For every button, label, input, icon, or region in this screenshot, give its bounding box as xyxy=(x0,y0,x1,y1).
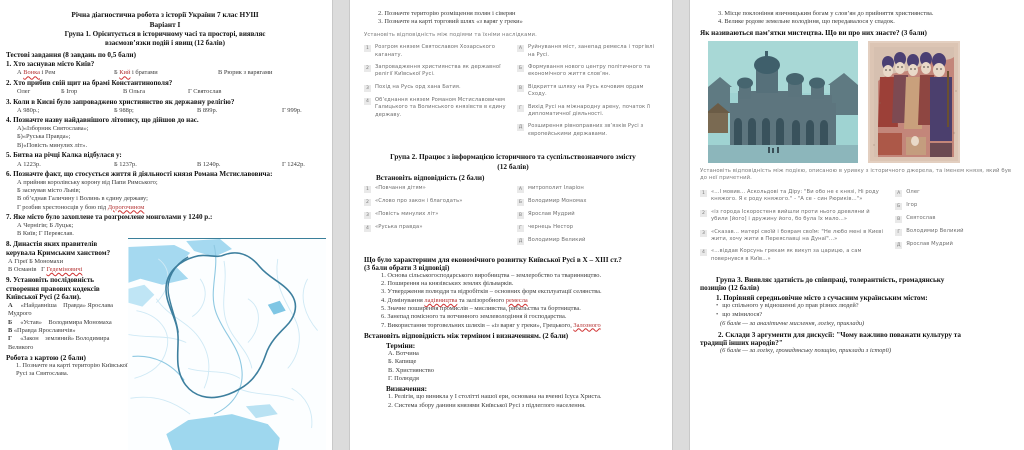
match-key: Д xyxy=(518,125,523,131)
task1-note: (6 балів — за аналітичне мислення, логіку, приклади) xyxy=(720,319,865,327)
page-title-line1: Річна діагностична робота з історії України 7 клас НУШ xyxy=(71,10,259,19)
group3-heading-line1: Група 3. Виявляє здатність до співпраці, толерантність, громадянську xyxy=(716,276,945,284)
group1-heading-line2: взаємозв’язки подій і явищ (12 балів) xyxy=(105,39,225,48)
match-row[interactable] xyxy=(895,215,1016,223)
match2-header: Встановіть відповідність (2 бали) xyxy=(376,173,485,182)
match-text: «Слово про закон і благодать» xyxy=(375,197,463,204)
group1-heading-line1: Група 1. Орієнтується в історичному часі та просторі, виявляє xyxy=(64,29,266,38)
match-row[interactable] xyxy=(517,104,662,119)
church-photo xyxy=(708,41,858,163)
match-text: Володимир Великий xyxy=(906,228,964,234)
match-key: А xyxy=(518,46,523,52)
question-3: 3. Коли в Києві було запроваджено християнство як державну релігію? xyxy=(6,97,235,106)
match-text: Святослав xyxy=(906,215,936,221)
econ-item-7: 7. Використання торговельних шляхів – «із варяг у греки», Грецького, Залозного xyxy=(381,321,601,329)
match-text: «...віддав Корсунь грекам як викуп за царицю, а сам повернувся в Київ...» xyxy=(711,248,862,262)
question-8: 8. Династія яких правителів керувала Кримським ханством? xyxy=(6,240,111,257)
match-text: митрополит Іларіон xyxy=(528,184,584,191)
match-key: Г xyxy=(895,229,902,236)
document-page-2[interactable] xyxy=(350,0,672,450)
term-g: Г. Полюддя xyxy=(388,375,419,383)
definition-1: 1. Релігія, що виникла у I столітті нашої ери, основана на вченні Ісуса Христа. xyxy=(388,393,602,401)
econ-item-1: 1. Основа сільськогосподарського виробництва – землеробство та тваринництво. xyxy=(381,271,602,279)
match-key: 2 xyxy=(700,210,707,217)
match-text: Руйнування міст, занепад ремесла і торгівлі на Русі. xyxy=(528,44,655,58)
terms-label: Терміни: xyxy=(386,342,416,351)
source-right-column xyxy=(895,189,1016,268)
match-row[interactable] xyxy=(517,64,662,79)
outline-map-image xyxy=(128,238,326,450)
match-text: Розгром князем Святославом Хозарського каганату. xyxy=(375,44,495,58)
p2-task-3: 3. Позначте на карті торговий шлях «з варяг у греки» xyxy=(378,18,523,26)
econ-item-3: 3. Утвердження полюддя та відробітків – основних форм експлуатації селянства. xyxy=(381,288,602,296)
match-key: Б xyxy=(897,204,901,209)
task2-line2: традиції інших народів?" xyxy=(700,338,783,347)
question-2: 2. Хто прибив свій щит на брамі Константинополя? xyxy=(6,78,173,87)
match-key: А xyxy=(897,191,901,196)
test-section-header: Тестові завдання (8 завдань по 0,5 бали) xyxy=(6,50,136,59)
q9-opt-b[interactable]: Б «Устав» Володимира Мономаха xyxy=(8,318,112,326)
match2-left-column xyxy=(364,185,509,250)
match-row[interactable] xyxy=(700,229,887,244)
match-row[interactable] xyxy=(517,123,662,138)
page-divider-2 xyxy=(672,0,690,450)
art-question: Як називаються пам’ятки мистецтва. Що ви про них знаєте? (3 бали) xyxy=(700,28,927,37)
match-row[interactable] xyxy=(364,185,509,193)
match-text: «Повість минулих літ» xyxy=(375,210,439,217)
match-row[interactable] xyxy=(364,211,509,219)
econ-item-6: 6. Занепад помісного та вотчинного землеволодіння й господарства. xyxy=(381,313,567,321)
match-text: «...І мовив... Аскольдові та Діру: "Ви обо не є князі, Ні роду княжого. Я є роду княжого." - "А се - син Рюриків..."» xyxy=(711,189,879,203)
match1-right-column xyxy=(517,44,662,143)
definitions-label: Визначення: xyxy=(386,385,428,394)
q4-opt-v[interactable]: В)«Повість минулих літ». xyxy=(17,141,88,149)
match-key: 4 xyxy=(364,225,371,232)
match-key: А xyxy=(518,186,523,192)
match-text: Об’єднання князем Романом Мстиславовичем Галицького та Волинського князівств в єдину державу. xyxy=(375,96,506,118)
match-row[interactable] xyxy=(364,97,509,119)
match-key: 3 xyxy=(700,230,707,237)
p3-task-4: 4. Велике родове земельне володіння, що передавалося у спадок. xyxy=(718,18,895,26)
match-key: 1 xyxy=(700,190,707,197)
p3-task-3: 3. Місце поклоніння язичницьким богам у слов’ян до прийняття християнства. xyxy=(718,10,934,17)
map-work-header: Робота з картою (2 бали) xyxy=(6,354,86,363)
question-5-options xyxy=(17,161,324,169)
task2-note: (6 балів — за логіку, громадянську позицію, приклади з історії) xyxy=(720,346,892,354)
match-text: Ігор xyxy=(906,202,918,208)
q3-opt-a[interactable]: А 980р.; xyxy=(17,106,40,114)
artwork-images xyxy=(708,41,1016,163)
q9-opt-g[interactable]: Г «Закон земляний» Володимира Великого xyxy=(8,335,110,351)
term-b: Б. Капище xyxy=(388,358,417,366)
q1-opt-a[interactable]: А Вонка і Рем xyxy=(17,69,56,77)
match-text: «Руська правда» xyxy=(375,223,423,230)
q2-opt-v[interactable]: В Ольга xyxy=(123,88,146,96)
match-row[interactable] xyxy=(895,228,1016,236)
match-key: 3 xyxy=(364,85,371,92)
q5-opt-b[interactable]: Б 1237р. xyxy=(114,160,137,168)
q3-opt-g[interactable]: Г 999р. xyxy=(282,106,302,114)
match-text: Володимир Мономах xyxy=(528,197,587,204)
q5-opt-v[interactable]: В 1240р. xyxy=(197,160,221,168)
q7-opt-row1[interactable]: А Чернігів; Б Луцьк; xyxy=(17,222,74,230)
match-text: Розширення рівноправних зв’язків Русі з європейськими державами. xyxy=(528,123,644,137)
p2-task-2: 2. Позначте територію розміщення полян і сіверян xyxy=(378,10,516,17)
econ-item-2: 2. Поширення на князівських землях фільварків. xyxy=(381,280,514,288)
task1-header: 1. Порівняй середньовічне місто з сучасним українським містом: xyxy=(716,294,928,302)
page-divider-1 xyxy=(332,0,350,450)
match-key: Г xyxy=(517,105,524,112)
match-key: Г xyxy=(517,225,524,232)
match-key: 1 xyxy=(364,186,371,193)
page-title-line2: Варіант І xyxy=(149,19,181,29)
match-key: Б xyxy=(518,66,523,72)
map-task-1: 1. Позначте на карті територію Київської Русі за Святослава. xyxy=(16,362,128,378)
task1-bullet-2 xyxy=(716,311,1016,320)
match-key: 4 xyxy=(364,98,371,105)
q1-opt-b[interactable]: Б Кий і братами xyxy=(114,69,158,77)
document-page-1[interactable] xyxy=(0,0,332,450)
manuscript-miniature xyxy=(868,41,960,163)
match-exercise-source xyxy=(700,189,1016,268)
match-key: 2 xyxy=(364,199,371,206)
match-text: Ярослав Мудрий xyxy=(528,210,575,217)
match-key: Д xyxy=(896,243,901,248)
match-text: Запровадження християнства як державної релігії Київської Русі. xyxy=(375,64,501,78)
q4-opt-b[interactable]: Б)«Руська Правда»; xyxy=(17,133,71,141)
match-row[interactable] xyxy=(364,198,509,206)
match-key: В xyxy=(897,217,901,222)
match-row[interactable] xyxy=(364,64,509,79)
q1-opt-v[interactable]: В Рюрик з варягами xyxy=(218,69,273,77)
match-row[interactable] xyxy=(517,84,662,99)
q7-opt-row2[interactable]: В Київ; Г Переяслав. xyxy=(17,230,74,238)
task1-bullet-1 xyxy=(716,302,1016,311)
match-text: «із города Іскоростеня вийшли проти нього древляни й убили [його] і дружину його, бо була їх мало...» xyxy=(711,208,870,223)
match-key: Д xyxy=(518,238,523,244)
question-1-options xyxy=(17,69,324,77)
match2-right-column xyxy=(517,185,662,250)
match-row[interactable] xyxy=(517,224,662,232)
match-text: Володимир Великий xyxy=(528,236,586,243)
match-key: 2 xyxy=(364,65,371,72)
question-3-options xyxy=(17,107,324,115)
q6-opt-g[interactable]: Г розбив хрестоносців у бою під Дорогочином xyxy=(17,203,145,211)
q2-opt-a[interactable]: Олег xyxy=(17,88,31,96)
q9-opt-v[interactable]: В «Правда Ярославичів» xyxy=(8,327,76,335)
q9-opt-a[interactable]: А «Найдавніша Правда» Ярослава Мудрого xyxy=(8,302,113,318)
match-key: В xyxy=(518,85,523,91)
question-7: 7. Яке місто було захоплене та розгромлене монголами у 1240 р.: xyxy=(6,213,213,222)
group2-heading-line1: Група 2. Працює з інформацією історичного та суспільствознавчого змісту xyxy=(390,152,636,162)
match-text: «Повчання дітям» xyxy=(375,184,426,191)
source-match-instruction: Установіть відповідність між подією, описаною в уривку з історичного джерела, та іменем князя, який був до неї причетний. xyxy=(700,167,1012,182)
match-key: 3 xyxy=(364,212,371,219)
match-row[interactable] xyxy=(895,189,1016,197)
match-text: Вихід Русі на міжнародну арену, початок її дипломатичної діяльності. xyxy=(528,103,651,117)
question-2-options xyxy=(17,88,324,96)
task1-bullet-2-text: що змінилося? xyxy=(722,310,763,318)
match-text: чернець Нестор xyxy=(528,223,574,230)
match-key: В xyxy=(518,212,523,218)
group2-heading-line2: (12 балів) xyxy=(497,161,529,171)
match-exercise-1 xyxy=(364,44,662,143)
terms-header: Встановіть відповідність між терміном і визначенням. (2 бали) xyxy=(364,332,569,341)
match-row[interactable] xyxy=(700,248,887,263)
q5-opt-g[interactable]: Г 1242р. xyxy=(282,160,305,168)
q6-opt-v[interactable]: В об’єднав Галичину і Волинь в єдину державу; xyxy=(17,195,148,203)
match-row[interactable] xyxy=(517,44,662,59)
q6-opt-b[interactable]: Б заснував місто Львів; xyxy=(17,186,81,194)
match-key: 1 xyxy=(364,45,371,52)
match-row[interactable] xyxy=(895,241,1016,249)
definition-2: 2. Система збору данини князями Київської Русі з підлеглого населення. xyxy=(388,401,586,409)
question-5: 5. Битва на річці Калка відбулася у: xyxy=(6,151,122,160)
document-page-3[interactable] xyxy=(690,0,1024,450)
match-row[interactable] xyxy=(700,209,887,224)
task1-bullet-1-text: що спільного у відношенні до прав різних людей? xyxy=(722,302,859,309)
term-v: В. Християнство xyxy=(388,366,434,374)
match1-instruction: Установіть відповідність між подіями та їхніми наслідками. xyxy=(364,31,537,38)
econ-question-line2: (3 бали обрати 3 відповіді) xyxy=(364,263,450,272)
term-a: А. Вотчина xyxy=(388,350,419,358)
q5-opt-a[interactable]: А 1223р. xyxy=(17,160,41,168)
match-row[interactable] xyxy=(517,211,662,219)
match-row[interactable] xyxy=(700,189,887,204)
q2-opt-b[interactable]: Б Ігор xyxy=(61,88,78,96)
q8-opt-row2[interactable]: В Османів Г Гедеміновичі xyxy=(8,265,83,273)
match-exercise-2 xyxy=(364,185,662,250)
match1-left-column xyxy=(364,44,509,143)
q8-opt-row1[interactable]: А Гіреї Б Мономахи xyxy=(8,257,64,265)
match-row[interactable] xyxy=(895,202,1016,210)
match-row[interactable] xyxy=(517,185,662,193)
task2-line1: 2. Склади 3 аргументи для дискусії: "Чому важливо поважати культуру та xyxy=(718,330,962,339)
question-4: 4. Позначте назву найдавнішого літопису, що дійшов до нас. xyxy=(6,116,199,125)
match-text: Ярослав Мудрий xyxy=(906,241,953,247)
match-text: Формування нового центру політичного та економічного життя слов’ян. xyxy=(528,64,651,78)
match-text: Олег xyxy=(906,189,920,195)
q3-opt-v[interactable]: В 899р. xyxy=(197,106,218,114)
q6-opt-a[interactable]: А прийняв королівську корону від Папи Римського; xyxy=(17,178,158,186)
match-text: Відкриття шляху на Русь кочовим ордам Сходу. xyxy=(528,83,644,98)
question-6: 6. Позначте факт, що стосується життя й діяльності князя Романа Мстиславовича: xyxy=(6,170,273,178)
econ-item-4: 4. Домінування ладівництва та залізоробного ремесла xyxy=(381,296,528,304)
question-1: 1. Хто заснував місто Київ? xyxy=(6,60,95,69)
match-row[interactable] xyxy=(364,44,509,59)
match-key: 4 xyxy=(700,249,707,256)
match-key: Б xyxy=(518,199,523,205)
source-left-column xyxy=(700,189,887,268)
q4-opt-a[interactable]: А)«Ізборник Святослава»; xyxy=(17,124,89,132)
q3-opt-b[interactable]: Б 988р; xyxy=(114,106,134,114)
q2-opt-g[interactable]: Г Святослав xyxy=(188,88,222,96)
econ-question-line1: Що було характерним для економічного розвитку Київської Русі в X – XIII ст.? xyxy=(364,255,622,264)
question-9: 9. Установіть послідовність створення правових кодексів Київської Русі (2 бали). xyxy=(6,276,100,302)
match-text: «Сказав... матері своїй і боярам своїм: "Не любо мені в Києві жити, хочу жити в Переяславці на Дунаї"...» xyxy=(711,228,884,242)
match-row[interactable] xyxy=(364,84,509,92)
econ-item-5: 5. Значне поширення промислів – мисливства, рибальства та бортництва. xyxy=(381,305,581,313)
match-row[interactable] xyxy=(517,198,662,206)
match-row[interactable] xyxy=(517,237,662,245)
group3-heading-line2: позицію (12 балів) xyxy=(700,284,760,292)
match-row[interactable] xyxy=(364,224,509,232)
match-text: Похід на Русь орд хана Батия. xyxy=(375,83,461,90)
